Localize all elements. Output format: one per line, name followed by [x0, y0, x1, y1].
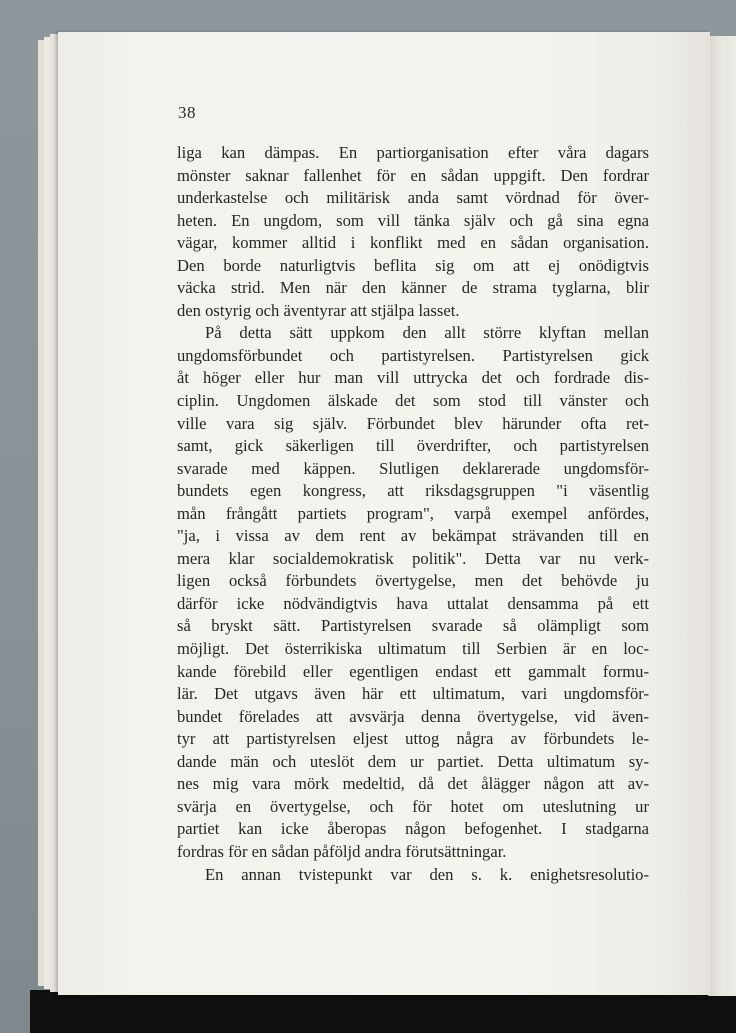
text-line: tyr att partistyrelsen eljest uttog några av förbundets le- — [177, 729, 649, 749]
text-line: heten. En ungdom, som vill tänka själv och gå sina egna — [177, 210, 649, 230]
text-line: fordras för en sådan påföljd andra förutsättningar. — [177, 841, 507, 861]
text-line: så bryskt sätt. Partistyrelsen svarade så olämpligt som — [177, 616, 649, 636]
text-line: bundet förelades att avsvärja denna övertygelse, vid även- — [177, 706, 649, 726]
text-line: partiet kan icke åberopas någon befogenhet. I stadgarna — [177, 819, 649, 839]
text-line: ville vara sig själv. Förbundet blev härunder ofta ret- — [177, 413, 649, 433]
text-line: bundets egen kongress, att riksdagsgruppen "i väsentlig — [177, 481, 649, 501]
text-line: därför icke nödvändigtvis hava uttalat densamma på ett — [177, 593, 649, 613]
facing-page-edge — [708, 36, 736, 996]
text-line: svärja en övertygelse, och för hotet om uteslutning ur — [177, 796, 649, 816]
text-line: mönster saknar fallenhet för en sådan uppgift. Den fordrar — [177, 165, 649, 185]
text-line: dande män och uteslöt dem ur partiet. Detta ultimatum sy- — [177, 751, 649, 771]
text-line: På detta sätt uppkom den allt större klyftan mellan — [205, 323, 649, 343]
text-line: liga kan dämpas. En partiorganisation efter våra dagars — [177, 143, 649, 162]
text-line: vägar, kommer alltid i konflikt med en sådan organisation. — [177, 233, 649, 253]
text-line: den ostyrig och äventyrar att stjälpa lasset. — [177, 300, 460, 320]
text-line: En annan tvistepunkt var den s. k. enighetsresolutio- — [205, 864, 649, 884]
text-line: underkastelse och militärisk anda samt vördnad för över- — [177, 188, 649, 208]
page-number: 38 — [178, 103, 196, 122]
text-line: nes mig vara mörk medeltid, då det ålägger någon att av- — [177, 774, 649, 794]
text-line: kande förebild eller egentligen endast ett gammalt formu- — [177, 661, 649, 681]
text-line: ciplin. Ungdomen älskade det som stod till vänster och — [177, 391, 649, 411]
text-line: svarade med käppen. Slutligen deklarerade ungdomsför- — [177, 458, 649, 478]
text-line: Den borde naturligtvis beflita sig om att ej onödigtvis — [177, 255, 649, 275]
text-line: ungdomsförbundet och partistyrelsen. Partistyrelsen gick — [177, 345, 649, 365]
text-line: möjligt. Det österrikiska ultimatum till Serbien är en loc- — [177, 639, 649, 659]
text-line: samt, gick säkerligen till överdrifter, och partistyrelsen — [177, 436, 649, 456]
text-line: ligen också förbundets övertygelse, men det behövde ju — [177, 571, 649, 591]
text-line: mera klar socialdemokratisk politik". Detta var nu verk- — [177, 548, 649, 568]
text-line: mån frångått partiets program", varpå exempel anfördes, — [177, 503, 649, 523]
book-shadow — [30, 990, 736, 1033]
text-line: lär. Det utgavs även här ett ultimatum, vari ungdomsför- — [177, 684, 649, 704]
text-line: "ja, i vissa av dem rent av bekämpat strävanden till en — [177, 526, 649, 546]
body-text — [177, 142, 649, 886]
text-line: åt höger eller hur man vill uttrycka det och fordrade dis- — [177, 368, 649, 388]
text-line: väcka strid. Men när den känner de strama tyglarna, blir — [177, 278, 649, 298]
